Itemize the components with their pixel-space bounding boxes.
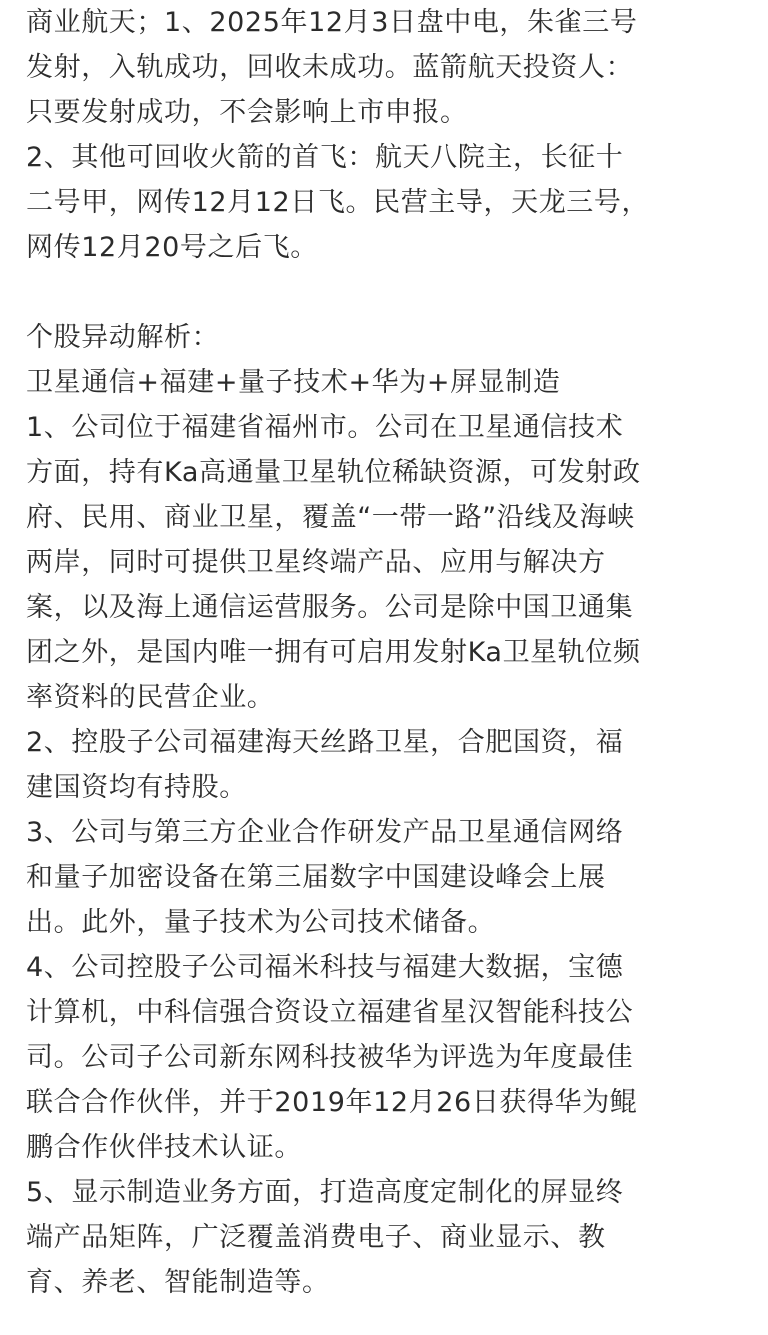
text-line: 率资料的民营企业。 xyxy=(26,682,275,713)
text-line: 府、民用、商业卫星，覆盖“一带一路”沿线及海峡 xyxy=(26,502,635,533)
text-line: 网传12月20号之后飞。 xyxy=(26,232,318,263)
text-line: 团之外，是国内唯一拥有可启用发射Ka卫星轨位频 xyxy=(26,637,641,668)
point-5-display xyxy=(26,1170,746,1305)
article-body xyxy=(26,0,746,1305)
text-line: 联合合作伙伴，并于2019年12月26日获得华为鲲 xyxy=(26,1087,638,1118)
text-line: 2、控股子公司福建海天丝路卫星，合肥国资，福 xyxy=(26,727,624,758)
blank-line xyxy=(26,270,746,315)
text-line: 司。公司子公司新东网科技被华为评选为年度最佳 xyxy=(26,1042,634,1073)
text-line: 建国资均有持股。 xyxy=(26,772,247,803)
point-4-huawei xyxy=(26,945,746,1170)
section-subheading: 卫星通信+福建+量子技术+华为+屏显制造 xyxy=(26,367,561,398)
text-line: 5、显示制造业务方面，打造高度定制化的屏显终 xyxy=(26,1177,624,1208)
text-line: 只要发射成功，不会影响上市申报。 xyxy=(26,97,468,128)
text-line: 出。此外，量子技术为公司技术储备。 xyxy=(26,907,496,938)
text-line: 鹏合作伙伴技术认证。 xyxy=(26,1132,302,1163)
text-line: 2、其他可回收火箭的首飞：航天八院主，长征十 xyxy=(26,142,624,173)
point-3-quantum xyxy=(26,810,746,945)
section-heading: 个股异动解析： xyxy=(26,322,220,353)
text-line: 育、养老、智能制造等。 xyxy=(26,1267,330,1298)
text-line: 3、公司与第三方企业合作研发产品卫星通信网络 xyxy=(26,817,624,848)
point-2-subsidiary xyxy=(26,720,746,810)
text-line: 方面，持有Ka高通量卫星轨位稀缺资源，可发射政 xyxy=(26,457,641,488)
text-line: 1、公司位于福建省福州市。公司在卫星通信技术 xyxy=(26,412,624,443)
text-line: 商业航天；1、2025年12月3日盘中电，朱雀三号 xyxy=(26,7,638,38)
text-line: 两岸，同时可提供卫星终端产品、应用与解决方 xyxy=(26,547,606,578)
text-line: 和量子加密设备在第三届数字中国建设峰会上展 xyxy=(26,862,606,893)
paragraph-reusable-rockets xyxy=(26,135,746,270)
text-line: 二号甲，网传12月12日飞。民营主导，天龙三号， xyxy=(26,187,650,218)
text-line: 发射，入轨成功，回收未成功。蓝箭航天投资人： xyxy=(26,52,634,83)
text-line: 端产品矩阵，广泛覆盖消费电子、商业显示、教 xyxy=(26,1222,606,1253)
text-line: 4、公司控股子公司福米科技与福建大数据，宝德 xyxy=(26,952,624,983)
paragraph-rocket-launch xyxy=(26,0,746,135)
point-1-satellite xyxy=(26,405,746,720)
text-line: 案，以及海上通信运营服务。公司是除中国卫通集 xyxy=(26,592,634,623)
text-line: 计算机，中科信强合资设立福建省星汉智能科技公 xyxy=(26,997,634,1028)
